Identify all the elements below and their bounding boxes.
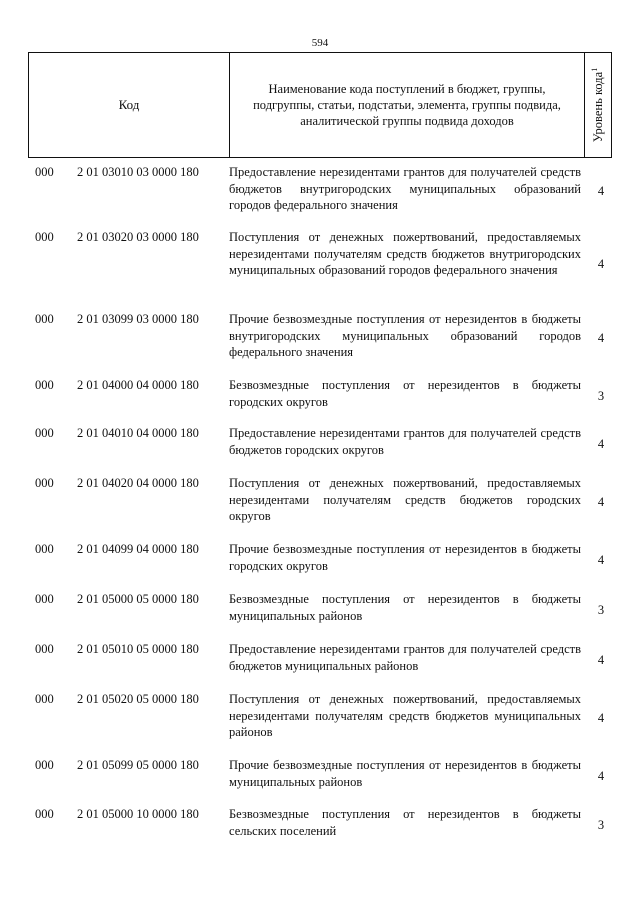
header-level-footnote: 1 bbox=[589, 67, 599, 72]
row-income-code: 2 01 05000 10 0000 180 bbox=[77, 807, 199, 821]
row-income-code: 2 01 05000 05 0000 180 bbox=[77, 592, 199, 606]
row-level: 3 bbox=[597, 817, 605, 832]
row-admin-code: 000 bbox=[35, 692, 54, 706]
row-level: 4 bbox=[597, 330, 605, 345]
row-income-code: 2 01 04010 04 0000 180 bbox=[77, 426, 199, 440]
row-income-code: 2 01 03020 03 0000 180 bbox=[77, 230, 199, 244]
row-admin-code: 000 bbox=[35, 476, 54, 490]
row-level: 4 bbox=[597, 652, 605, 667]
row-level: 4 bbox=[597, 768, 605, 783]
row-admin-code: 000 bbox=[35, 230, 54, 244]
row-level: 4 bbox=[597, 494, 605, 509]
row-income-code: 2 01 04020 04 0000 180 bbox=[77, 476, 199, 490]
row-admin-code: 000 bbox=[35, 542, 54, 556]
header-name: Наименование кода поступлений в бюджет, группы, подгруппы, статьи, подстатьи, элемента, группы подвида, аналитической группы подвида доходов bbox=[230, 53, 585, 157]
row-level: 4 bbox=[597, 436, 605, 451]
header-level-text bbox=[590, 68, 606, 142]
row-level: 4 bbox=[597, 552, 605, 567]
page-number: 594 bbox=[311, 37, 329, 49]
row-admin-code: 000 bbox=[35, 378, 54, 392]
header-code: Код bbox=[29, 53, 230, 157]
row-description: Прочие безвозмездные поступления от нерезидентов в бюджеты внутригородских муниципальных образований городов федерального значения bbox=[229, 312, 581, 359]
row-description: Безвозмездные поступления от нерезидентов в бюджеты муниципальных районов bbox=[229, 592, 581, 623]
row-income-code: 2 01 05010 05 0000 180 bbox=[77, 642, 199, 656]
row-income-code: 2 01 05020 05 0000 180 bbox=[77, 692, 199, 706]
row-level: 4 bbox=[597, 710, 605, 725]
row-income-code: 2 01 04099 04 0000 180 bbox=[77, 542, 199, 556]
row-level: 4 bbox=[597, 257, 605, 271]
row-description: Предоставление нерезидентами грантов для получателей средств бюджетов муниципальных районов bbox=[229, 642, 581, 673]
row-description: Предоставление нерезидентами грантов для получателей средств бюджетов внутригородских муниципальных образований городов федерального значения bbox=[229, 165, 581, 212]
row-description: Прочие безвозмездные поступления от нерезидентов в бюджеты муниципальных районов bbox=[229, 758, 581, 789]
row-description: Безвозмездные поступления от нерезидентов в бюджеты городских округов bbox=[229, 378, 581, 409]
row-income-code: 2 01 05099 05 0000 180 bbox=[77, 758, 199, 772]
row-income-code: 2 01 03010 03 0000 180 bbox=[77, 165, 199, 179]
row-admin-code: 000 bbox=[35, 758, 54, 772]
row-level: 4 bbox=[597, 183, 605, 198]
row-admin-code: 000 bbox=[35, 642, 54, 656]
row-admin-code: 000 bbox=[35, 426, 54, 440]
row-level: 3 bbox=[597, 388, 605, 403]
row-admin-code: 000 bbox=[35, 807, 54, 821]
row-level: 3 bbox=[597, 602, 605, 617]
row-description: Поступления от денежных пожертвований, предоставляемых нерезидентами получателям средств бюджетов внутригородских муниципальных образований городов федерального значения bbox=[229, 230, 581, 277]
row-admin-code: 000 bbox=[35, 312, 54, 326]
row-income-code: 2 01 04000 04 0000 180 bbox=[77, 378, 199, 392]
row-admin-code: 000 bbox=[35, 592, 54, 606]
row-description: Предоставление нерезидентами грантов для получателей средств бюджетов городских округов bbox=[229, 426, 581, 457]
header-level-label: Уровень кода bbox=[591, 71, 606, 143]
row-admin-code: 000 bbox=[35, 165, 54, 179]
row-description: Безвозмездные поступления от нерезидентов в бюджеты сельских поселений bbox=[229, 807, 581, 838]
row-description: Поступления от денежных пожертвований, предоставляемых нерезидентами получателям средств бюджетов муниципальных районов bbox=[229, 692, 581, 739]
header-level bbox=[585, 53, 611, 157]
row-income-code: 2 01 03099 03 0000 180 bbox=[77, 312, 199, 326]
table-header bbox=[28, 52, 612, 158]
row-description: Поступления от денежных пожертвований, предоставляемых нерезидентами получателям средств бюджетов городских округов bbox=[229, 476, 581, 523]
row-description: Прочие безвозмездные поступления от нерезидентов в бюджеты городских округов bbox=[229, 542, 581, 573]
